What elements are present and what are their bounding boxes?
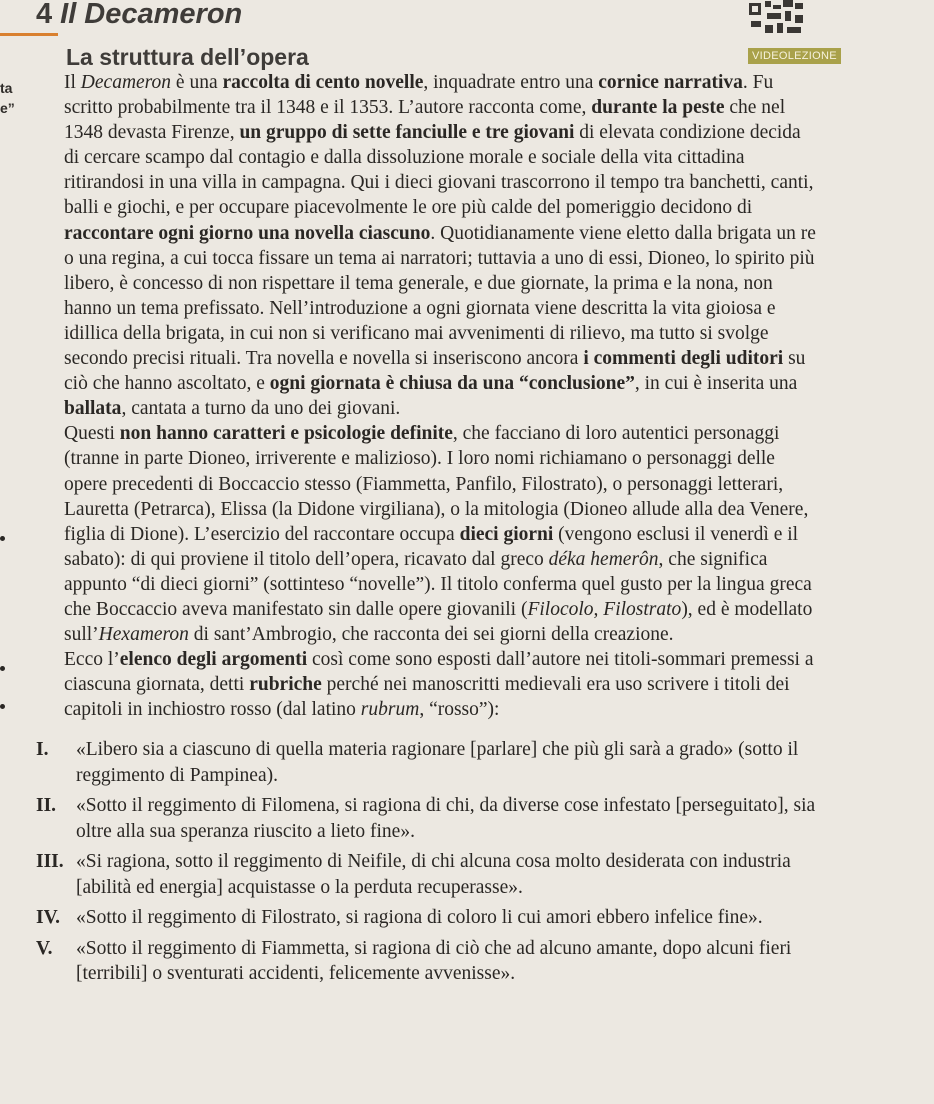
- margin-bullet-icon: [0, 666, 5, 671]
- list-item-text: «Sotto il reggimento di Filomena, si ragiona di chi, da diverse cose infestato [perseguitato], sia oltre alla sua speranza riuscito a lieto fine».: [76, 795, 816, 842]
- list-item: [36, 905, 826, 931]
- list-item-number: III.: [36, 851, 64, 872]
- list-item-text: «Si ragiona, sotto il reggimento di Neifile, di chi alcuna cosa molto desiderata con industria [abilità ed energia] acquistasse o la perduta recuperasse».: [76, 851, 791, 898]
- paragraph-personaggi: Questi non hanno caratteri e psicologie definite, che facciano di loro autentici personaggi (tranne in parte Dioneo, irriverente e malizioso). I loro nomi richiamano o personaggi delle opere precedenti di Boccaccio stesso (Fiammetta, Panfilo, Filostrato), o personaggi letterari, Lauretta (Petrarca), Elissa (la Didone virgiliana), o la mitologia (Dioneo allude alla dea Venere, figlia di Dione). L’esercizio del raccontare occupa dieci giorni (vengono esclusi il venerdì e il sabato): di qui proviene il titolo dell’opera, ricavato dal greco déka hemerôn, che significa appunto “di dieci giorni” (sottinteso “novelle”). Il titolo conferma quel gusto per la lingua greca che Boccaccio aveva manifestato sin dalle opere giovanili (Filocolo, Filostrato), ed è modellato sull’Hexameron di sant’Ambrogio, che racconta dei sei giorni della creazione.: [64, 423, 813, 646]
- list-item-text: «Sotto il reggimento di Fiammetta, si ragiona di ciò che ad alcuno amante, dopo alcuni fieri [terribili] o sventurati accidenti, felicemente avvenisse».: [76, 937, 792, 984]
- list-item: [36, 849, 826, 900]
- list-item: [36, 737, 826, 788]
- list-item-number: II.: [36, 795, 57, 816]
- list-item: [36, 793, 826, 844]
- list-item-number: V.: [36, 937, 53, 959]
- list-item-number: I.: [36, 739, 49, 760]
- list-item: [36, 936, 826, 987]
- list-item-number: IV.: [36, 907, 61, 928]
- chapter-accent-rule: [0, 33, 58, 36]
- margin-bullet-icon: [0, 704, 5, 709]
- margin-bullet-icon: [0, 536, 5, 541]
- main-text: [36, 70, 820, 722]
- paragraph-rubriche: Ecco l’elenco degli argomenti così come sono esposti dall’autore nei titoli-sommari premessi a ciascuna giornata, detti rubriche perché nei manoscritti medievali era uso scrivere i titoli dei capitoli in inchiostro rosso (dal latino rubrum, “rosso”):: [64, 649, 814, 721]
- rubriche-list: [36, 737, 826, 992]
- video-lesson-badge[interactable]: VIDEOLEZIONE: [748, 48, 841, 64]
- margin-note: ta: [0, 80, 13, 96]
- chapter-name: Il Decameron: [60, 0, 243, 30]
- chapter-number: 4: [36, 0, 53, 30]
- margin-note: e”: [0, 100, 15, 116]
- list-item-text: «Libero sia a ciascuno di quella materia ragionare [parlare] che più gli sarà a grado» (sotto il reggimento di Pampinea).: [76, 739, 799, 786]
- qr-code-icon[interactable]: [747, 0, 805, 37]
- section-title: La struttura dell’opera: [66, 44, 309, 70]
- chapter-title: [36, 0, 242, 31]
- paragraph-intro: Il Decameron è una raccolta di cento novelle, inquadrate entro una cornice narrativa. Fu: [64, 72, 774, 93]
- paragraph-cornice: scritto probabilmente tra il 1348 e il 1353. L’autore racconta come, durante la peste che nel 1348 devasta Firenze, un gruppo di sette fanciulle e tre giovani di elevata condizione decida di cercare scampo dal contagio e dalla dissoluzione morale e sociale della vita cittadina ritirandosi in una villa in campagna. Qui i dieci giovani trascorrono il tempo tra banchetti, canti, balli e giochi, e per occupare piacevolmente le ore più calde del pomeriggio decidono di raccontare ogni giorno una novella ciascuno. Quotidianamente viene eletto dalla brigata un re o una regina, a cui tocca fissare un tema ai narratori; tuttavia a uno di essi, Dioneo, lo spirito più libero, è concesso di non rispettare il tema generale, e due giornate, la prima e la nona, non hanno un tema prefissato. Nell’introduzione a ogni giornata viene descritta la vita gioiosa e idillica della brigata, in cui non si verificano mai avvenimenti di rilievo, ma tutto si svolge secondo precisi rituali. Tra novella e novella si inseriscono ancora i commenti degli uditori su ciò che hanno ascoltato, e ogni giornata è chiusa da una “conclusione”, in cui è inserita una ballata, cantata a turno da uno dei giovani.: [64, 97, 816, 420]
- list-item-text: «Sotto il reggimento di Filostrato, si ragiona di coloro li cui amori ebbero infelice fine».: [76, 907, 763, 928]
- margin-notes: [0, 78, 15, 118]
